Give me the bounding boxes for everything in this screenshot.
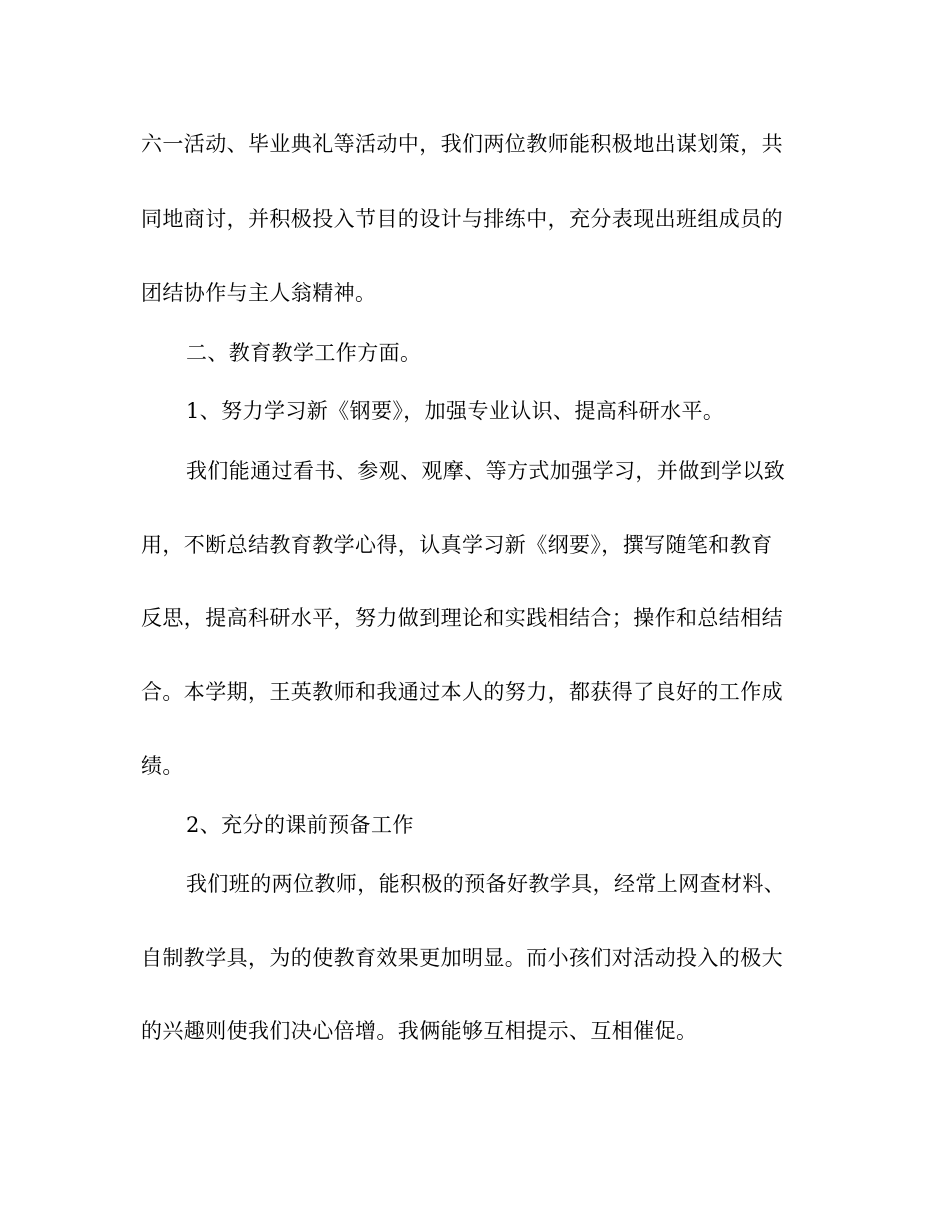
text-line: 反思，提高科研水平，努力做到理论和实践相结合；操作和总结相结 — [141, 606, 783, 630]
text-line: 同地商讨，并积极投入节目的设计与排练中，充分表现出班组成员的 — [141, 207, 783, 231]
text-line: 合。本学期，王英教师和我通过本人的努力，都获得了良好的工作成 — [141, 680, 783, 704]
text-line: 我们能通过看书、参观、观摩、等方式加强学习，并做到学以致 — [186, 459, 786, 483]
text-line: 我们班的两位教师，能积极的预备好教学具，经常上网查材料、 — [186, 872, 786, 896]
text-line: 的兴趣则使我们决心倍增。我俩能够互相提示、互相催促。 — [141, 1019, 698, 1043]
text-line: 用，不断总结教育教学心得，认真学习新《纲要》，撰写随笔和教育 — [141, 533, 773, 557]
text-line: 绩。 — [141, 754, 184, 778]
text-line: 自制教学具，为的使教育效果更加明显。而小孩们对活动投入的极大 — [141, 946, 783, 970]
subsection-heading: 1、努力学习新《钢要》，加强专业认识、提高科研水平。 — [186, 399, 725, 423]
text-line: 团结协作与主人翁精神。 — [141, 281, 377, 305]
text-line: 六一活动、毕业典礼等活动中，我们两位教师能积极地出谋划策，共 — [141, 132, 783, 156]
section-heading: 二、教育教学工作方面。 — [186, 341, 422, 365]
subsection-heading: 2、充分的课前预备工作 — [186, 813, 414, 837]
